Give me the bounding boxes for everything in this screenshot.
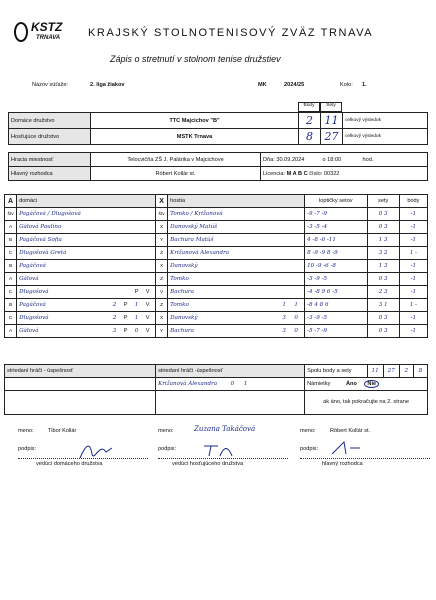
time-label: o 18:00 [321, 153, 361, 167]
date-value: 30.09.2024 [276, 156, 305, 163]
match-sets: 1 3 [367, 260, 399, 273]
time-unit: hod. [361, 153, 428, 167]
match-letter-home: A [5, 325, 17, 338]
subs-home-row-2 [5, 391, 156, 415]
match-away-cell [168, 325, 305, 338]
result-label-home: celkový výsledok [343, 113, 428, 129]
mid-name-label: meno: [158, 428, 174, 434]
match-row [5, 260, 428, 273]
ref-sign-label: podpis: [300, 446, 319, 452]
vp-v: V [145, 289, 150, 295]
match-sets: 3 1 [367, 299, 399, 312]
match-balls: 8 -9 -9 8 -9 [305, 247, 367, 260]
match-letter-home: C [5, 247, 17, 260]
ref-signature [326, 438, 366, 458]
match-row [5, 299, 428, 312]
match-home-cell [17, 325, 156, 338]
referee-label: Hlavný rozhodca [9, 167, 91, 181]
home-role: vedúci domáceho družstva [36, 461, 103, 467]
match-letter-home: A [5, 221, 17, 234]
match-points: -1 [399, 273, 427, 286]
match-letter-home: B [5, 260, 17, 273]
match-away-cell [168, 299, 305, 312]
match-sets: 0 3 [367, 273, 399, 286]
match-balls: -3 -9 -5 [305, 312, 367, 325]
col-home: domáci [17, 195, 156, 208]
home-name-label: meno: [18, 428, 34, 434]
away-team: MSTK Trnava [91, 129, 299, 145]
subs-table [4, 364, 428, 415]
match-home-player: Pagáčová [17, 260, 156, 273]
notes-label: Námietky [307, 381, 331, 387]
home-sign-line [18, 458, 148, 459]
match-away-player: Tomko [170, 302, 189, 308]
referee-value: Róbert Kollár st. [91, 167, 261, 181]
home-body: 2 [299, 113, 321, 129]
match-letter-home: A [5, 273, 17, 286]
match-points: -1 [399, 234, 427, 247]
match-letter-home: C [5, 312, 17, 325]
logo-subtext: TRNAVA [36, 35, 61, 41]
notes-yes[interactable]: Áno [345, 381, 357, 387]
vp-p: P [123, 328, 128, 334]
match-letter-away: Y [156, 234, 168, 247]
ref-sign-line [300, 458, 430, 459]
match-letter-away: Z [156, 273, 168, 286]
logo-text: KSTZ [31, 20, 63, 34]
match-away-player: Bachura [170, 328, 194, 334]
match-points: -1 [399, 325, 427, 338]
match-letter-away: Z [156, 247, 168, 260]
match-sets: 0 3 [367, 208, 399, 221]
away-label: Hosťujúce družstvo [9, 129, 91, 145]
match-home-player: Gálová [19, 328, 39, 334]
subs-away-p: 1 [243, 381, 248, 387]
match-balls: 10 -9 -6 -8 [305, 260, 367, 273]
match-sets: 3 2 [367, 247, 399, 260]
notes-no[interactable]: Nie [364, 380, 379, 388]
vp-hv: 0 [134, 328, 139, 334]
match-points: -1 [399, 260, 427, 273]
vp-ap: 1 [294, 302, 298, 308]
match-letter-away: Z [156, 299, 168, 312]
subs-home-row [5, 378, 156, 391]
col-away: hostia [168, 195, 305, 208]
match-home-player: Pagáčová / Dlugošová [17, 208, 156, 221]
match-away-player: Tomko [168, 273, 305, 286]
col-x: X [156, 195, 168, 208]
mid-name: Zuzana Takáčová [194, 425, 256, 433]
match-row [5, 325, 428, 338]
match-away-player: Bachura [170, 289, 194, 295]
away-role: vedúci hosťujúceho družstva [172, 461, 244, 467]
match-points: -1 [399, 312, 427, 325]
match-home-cell [17, 286, 156, 299]
mid-signature [200, 440, 240, 460]
match-home-player: Pagáčová Sofia [17, 234, 156, 247]
license-label: Licencia: [263, 170, 286, 177]
vp-ap: 0 [294, 315, 298, 321]
match-letter-home: C [5, 286, 17, 299]
match-home-player: Gálová [17, 273, 156, 286]
match-points: -1 [399, 286, 427, 299]
vp-hp: 2 [112, 302, 117, 308]
col-sets: loptičky setov [305, 195, 367, 208]
ref-name-label: meno: [300, 428, 316, 434]
match-balls: 4 -8 -6 -11 [305, 234, 367, 247]
result-label-away: celkový výsledok [343, 129, 428, 145]
match-row [5, 208, 428, 221]
vp-av: 3 [282, 315, 286, 321]
competition-label: Názov súťaže: [32, 82, 68, 88]
vp-av: 1 [282, 302, 286, 308]
competition-value: 2. liga žiakov [90, 82, 125, 88]
notes-hint: ak áno, tak pokračujte na 2. strane [305, 391, 428, 415]
home-sign-label: podpis: [18, 446, 37, 452]
mid-sign-label: podpis: [158, 446, 177, 452]
teams-table [8, 112, 428, 145]
mid-sign-line [158, 458, 288, 459]
col-sety: sety [367, 195, 399, 208]
vp-p: P [123, 302, 128, 308]
round-label: Kolo: [340, 82, 353, 88]
match-away-cell [168, 312, 305, 325]
match-row [5, 234, 428, 247]
match-home-player: Dlugošová Greta [17, 247, 156, 260]
round-value: 1. [362, 82, 367, 88]
match-points: -1 [399, 221, 427, 234]
license-value: M A B C [286, 170, 308, 177]
ref-role: hlavný rozhodca [322, 461, 363, 467]
match-points: 1 - [399, 299, 427, 312]
match-away-player: Danovský Matúš [168, 221, 305, 234]
match-sets: 0 3 [367, 312, 399, 325]
away-body: 8 [299, 129, 321, 145]
match-balls: -4 -8 9 6 -5 [305, 286, 367, 299]
date-label: Dňa: [263, 156, 275, 163]
season: 2024/25 [284, 82, 305, 88]
match-away-player: Križanová Alexandra [168, 247, 305, 260]
match-row [5, 221, 428, 234]
vp-hp: 3 [112, 328, 117, 334]
vp-v: V [145, 302, 150, 308]
vp-hv: 1 [134, 315, 139, 321]
match-letter-away: štv [156, 208, 168, 221]
match-home-player: Dlugošová [19, 315, 49, 321]
match-balls: -8 4 8 6 [305, 299, 367, 312]
col-body-label: Body [298, 102, 320, 112]
match-away-player: Danovský [168, 260, 305, 273]
match-away-player: Tomko / Križanová [168, 208, 305, 221]
vp-v: V [145, 315, 150, 321]
match-row [5, 312, 428, 325]
total-sets-home: 11 [367, 365, 383, 378]
match-balls: -3 -9 -5 [305, 273, 367, 286]
doc-title: Zápis o stretnutí v stolnom tenise družstiev [110, 54, 281, 64]
match-letter-home: B [5, 299, 17, 312]
logo-mark [14, 22, 28, 42]
vp-ap: 0 [294, 328, 298, 334]
subs-away-name: Križanová Alexandra [158, 381, 218, 387]
match-home-player: Dlugošová [19, 289, 49, 295]
match-row [5, 273, 428, 286]
total-pts-home: 2 [399, 365, 413, 378]
match-away-player: Bachura Matúš [168, 234, 305, 247]
venue-table [8, 152, 428, 181]
license-num-label: číslo: [309, 170, 323, 177]
vp-v: V [145, 328, 150, 334]
vp-hv: 1 [134, 302, 139, 308]
subs-away-v: 0 [230, 381, 235, 387]
home-sety: 11 [321, 113, 343, 129]
match-sets: 0 3 [367, 221, 399, 234]
match-balls: -5 -7 -9 [305, 325, 367, 338]
home-name: Tibor Kollár [48, 428, 77, 434]
match-sets: 2 3 [367, 286, 399, 299]
kstz-logo [14, 20, 94, 48]
match-letter-away: X [156, 260, 168, 273]
vp-p: P [123, 315, 128, 321]
home-label: Domáce družstvo [9, 113, 91, 129]
match-away-cell [168, 286, 305, 299]
subs-away-label: striedaní hráči -úspešnosť [156, 365, 305, 378]
match-letter-home: B [5, 234, 17, 247]
match-home-cell [17, 312, 156, 325]
match-letter-away: X [156, 221, 168, 234]
away-sety: 27 [321, 129, 343, 145]
match-sets: 1 3 [367, 234, 399, 247]
vp-hp: 2 [112, 315, 117, 321]
mk-label: MK [258, 82, 267, 88]
col-sety-label: Sety [320, 102, 342, 112]
match-points: 1 - [399, 247, 427, 260]
matches-table [4, 194, 428, 338]
total-label: Spolu body a sety [305, 365, 367, 378]
match-home-player: Pagáčová [19, 302, 46, 308]
subs-home-label: striedaní hráči - úspešnosť [5, 365, 156, 378]
ref-name: Róbert Kollár st. [330, 428, 371, 434]
match-balls: -9 -7 -9 [305, 208, 367, 221]
match-sets: 0 3 [367, 325, 399, 338]
match-letter-away: Y [156, 325, 168, 338]
match-points: -1 [399, 208, 427, 221]
col-a: A [5, 195, 17, 208]
vp-p: P [134, 289, 139, 295]
col-body: body [399, 195, 427, 208]
home-team: TTC Majcichov "B" [91, 113, 299, 129]
vp-av: 3 [282, 328, 286, 334]
match-row [5, 247, 428, 260]
venue-value: Telocvičňa ZŠ J. Palárika v Majcichove [91, 153, 261, 167]
match-balls: -3 -5 -4 [305, 221, 367, 234]
match-row [5, 286, 428, 299]
match-away-player: Danovský [170, 315, 198, 321]
license-num: 00322 [323, 170, 340, 177]
org-title: KRAJSKÝ STOLNOTENISOVÝ ZVÄZ TRNAVA [88, 27, 374, 39]
match-home-player: Gálová Paulína [17, 221, 156, 234]
match-letter-away: X [156, 312, 168, 325]
total-pts-away: 8 [413, 365, 427, 378]
total-sets-away: 27 [383, 365, 399, 378]
match-letter-home: štv [5, 208, 17, 221]
subs-away-row-2 [156, 391, 305, 415]
match-home-cell [17, 299, 156, 312]
venue-label: Hracia miestnosť [9, 153, 91, 167]
match-letter-away: V [156, 286, 168, 299]
